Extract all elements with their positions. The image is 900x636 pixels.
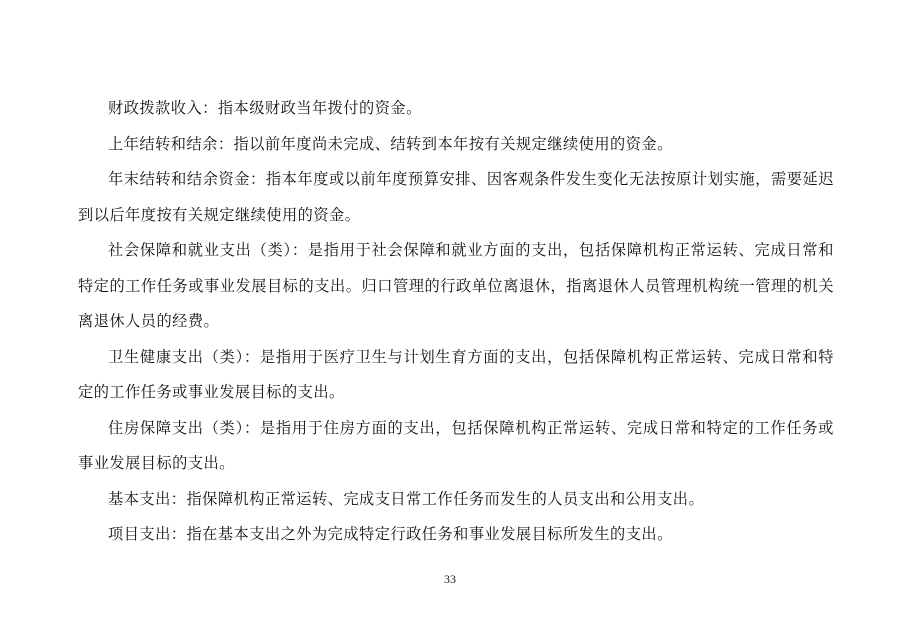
paragraph-prior-year-carryover: 上年结转和结余：指以前年度尚未完成、结转到本年按有关规定继续使用的资金。: [108, 134, 673, 153]
paragraph-project-expenditure: 项目支出：指在基本支出之外为完成特定行政任务和事业发展目标所发生的支出。: [108, 525, 673, 543]
document-body: [78, 91, 834, 553]
paragraph-social-security-expenditure: 社会保障和就业支出（类）：是指用于社会保障和就业方面的支出，包括保障机构正常运转、完成日常和特定的工作任务或事业发展目标的支出。归口管理的行政单位离退休，指离退休人员管理机构统一管理的机关离退休人员的经费。: [78, 241, 834, 330]
paragraph-housing-expenditure: 住房保障支出（类）：是指用于住房方面的支出，包括保障机构正常运转、完成日常和特定的工作任务或事业发展目标的支出。: [78, 418, 834, 472]
paragraph-health-expenditure: 卫生健康支出（类）：是指用于医疗卫生与计划生育方面的支出，包括保障机构正常运转、完成日常和特定的工作任务或事业发展目标的支出。: [78, 347, 834, 401]
paragraph-fiscal-appropriation-income: 财政拨款收入：指本级财政当年拨付的资金。: [108, 99, 422, 117]
page-number: 33: [444, 572, 456, 586]
paragraph-basic-expenditure: 基本支出：指保障机构正常运转、完成支日常工作任务而发生的人员支出和公用支出。: [108, 489, 705, 508]
paragraph-year-end-carryover-funds: 年末结转和结余资金：指本年度或以前年度预算安排、因客观条件发生变化无法按原计划实施，需要延迟到以后年度按有关规定继续使用的资金。: [78, 170, 834, 224]
